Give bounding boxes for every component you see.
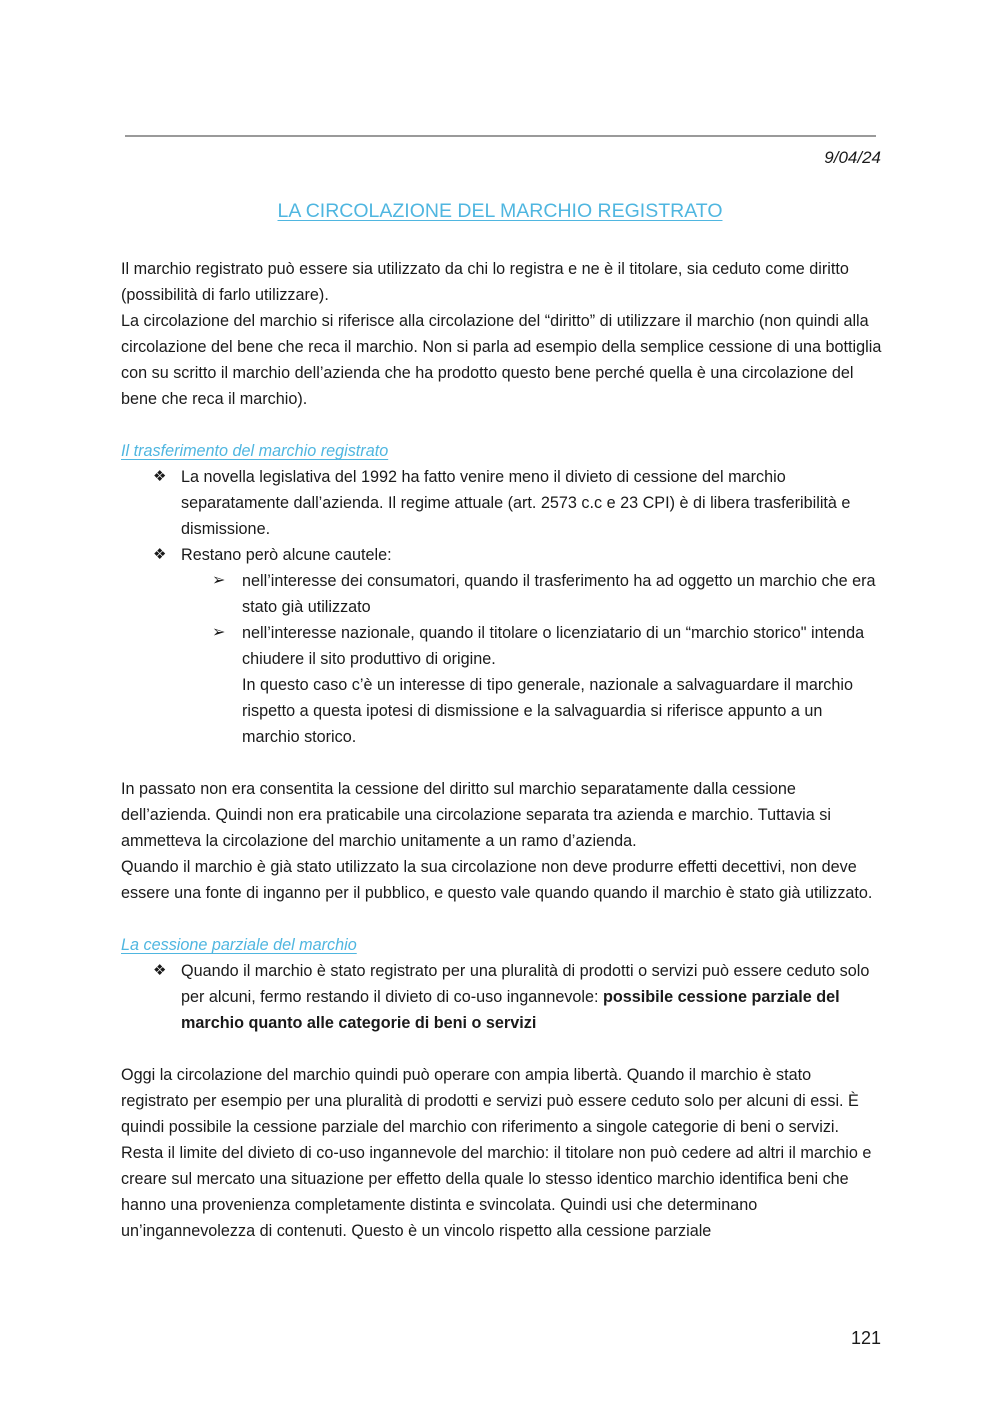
paragraph-history-2: Quando il marchio è già stato utilizzato la sua circolazione non deve produrre effetti decettivi, non deve essere una fonte di inganno per il pubblico, e questo vale quando quando il marchio è stato già utilizzato. (121, 858, 873, 902)
paragraph-closing: Oggi la circolazione del marchio quindi può operare con ampia libertà. Quando il marchio è stato registrato per esempio per una pluralità di prodotti e servizi può essere ceduto solo per alcuni di essi. È quindi possibile la cessione parziale del marchio con riferimento a singole categorie di beni o servizi. Resta il limite del divieto di co-uso ingannevole del marchio: il titolare non può cedere ad altri il marchio e creare sul mercato una situazione per effetto della quale lo stesso identico marchio identifica beni che hanno una provenienza completamente distinta e svincolata. Quindi usi che determinano un’ingannevolezza di contenuti. Questo è un vincolo rispetto alla cessione parziale (121, 1066, 872, 1240)
intro-paragraph-2: La circolazione del marchio si riferisce alla circolazione del “diritto” di utilizzare il marchio (non quindi alla circolazione del bene che reca il marchio. Non si parla ad esempio della semplice cessione di una bottiglia con su scritto il marchio dell’azienda che ha prodotto questo bene perché quella è una circolazione del bene che reca il marchio). (121, 312, 882, 408)
section-heading-transfer: Il trasferimento del marchio registrato (121, 442, 389, 460)
page-number: 121 (850, 1328, 881, 1348)
diamond-bullet-icon: ❖ (153, 468, 167, 485)
bullet-bold-text: possibile cessione parziale del marchio quanto alle categorie di beni o servizi (181, 988, 840, 1032)
sub-bullet-text: nell’interesse nazionale, quando il titolare o licenziatario di un “marchio storico" intenda chiudere il sito produttivo di origine. (242, 624, 865, 668)
bullet-text: La novella legislativa del 1992 ha fatto venire meno il divieto di cessione del marchio separatamente dall’azienda. Il regime attuale (art. 2573 c.c e 23 CPI) è di libera trasferibilità e dismissione. (181, 468, 851, 538)
bullet-item (121, 542, 883, 568)
sub-bullet-item (121, 568, 883, 620)
header-date: 9/04/24 (824, 148, 881, 167)
sub-bullet-text: nell’interesse dei consumatori, quando il trasferimento ha ad oggetto un marchio che era stato già utilizzato (242, 572, 876, 616)
intro-paragraph-1: Il marchio registrato può essere sia utilizzato da chi lo registra e ne è il titolare, sia ceduto come diritto (possibilità di farlo utilizzare). (121, 260, 849, 304)
sub-bullet-item (121, 620, 883, 672)
diamond-bullet-icon: ❖ (153, 546, 167, 563)
bullet-item (121, 958, 883, 1036)
diamond-bullet-icon: ❖ (153, 962, 167, 979)
header-rule (125, 135, 876, 137)
arrow-bullet-icon: ➢ (212, 624, 226, 641)
document-body (121, 256, 883, 1244)
bullet-text: Quando il marchio è stato registrato per una pluralità di prodotti o servizi può essere ceduto solo per alcuni, fermo restando il divieto di co-uso ingannevole: (181, 962, 870, 1006)
page-title: LA CIRCOLAZIONE DEL MARCHIO REGISTRATO (277, 200, 723, 222)
section-heading-partial-transfer: La cessione parziale del marchio (121, 936, 357, 954)
bullet-text: Restano però alcune cautele: (181, 546, 392, 564)
sub-bullet-continuation: In questo caso c’è un interesse di tipo generale, nazionale a salvaguardare il marchio rispetto a questa ipotesi di dismissione e la salvaguardia si riferisce appunto a un marchio storico. (242, 676, 853, 746)
arrow-bullet-icon: ➢ (212, 572, 226, 589)
paragraph-history-1: In passato non era consentita la cessione del diritto sul marchio separatamente dalla cessione dell’azienda. Quindi non era praticabile una circolazione separata tra azienda e marchio. Tuttavia si ammetteva la circolazione del marchio unitamente a un ramo d’azienda. (121, 780, 831, 850)
bullet-item (121, 464, 883, 542)
